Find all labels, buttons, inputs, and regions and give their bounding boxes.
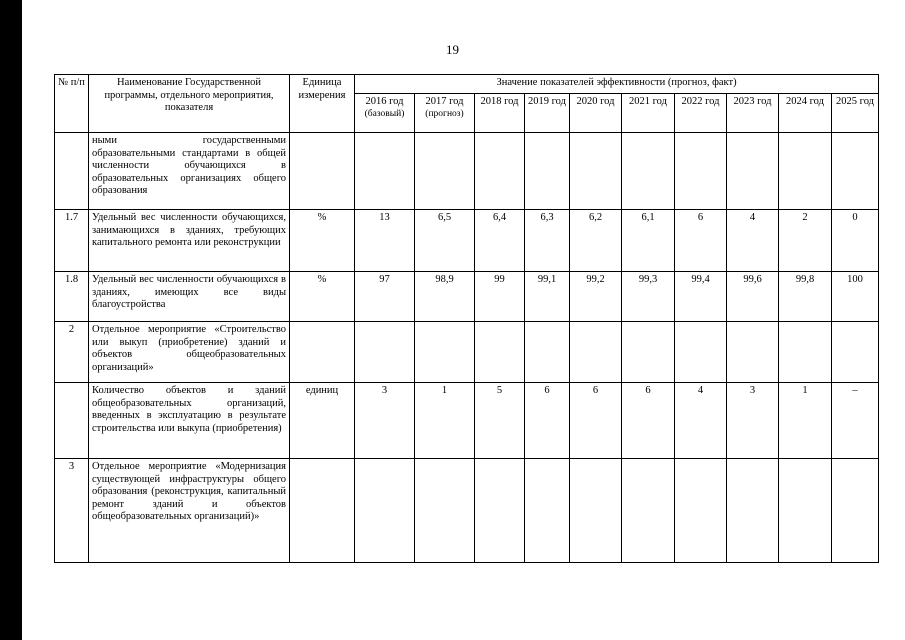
row-value [570,459,622,563]
header-year-label: 2017 год [425,96,464,107]
row-name: Отдельное мероприятие «Модернизация существующей инфраструктуры общего образования (реконструкция, капитальный ремонт зданий и объектов общеобразовательных организаций)» [89,459,290,563]
row-value [622,133,675,210]
row-value [355,322,415,383]
row-value [779,459,832,563]
header-unit: Единица измерения [290,75,355,133]
row-unit: % [290,210,355,272]
row-number [55,383,89,459]
row-value: 5 [475,383,525,459]
header-year-label: 2016 год [365,96,404,107]
row-value: 6 [525,383,570,459]
row-name: ными государственными образовательными стандартами в общей численности обучающихся в образовательных организациях общего образования [89,133,290,210]
row-value [622,459,675,563]
row-value: 3 [727,383,779,459]
indicators-table [54,74,879,563]
row-value [355,133,415,210]
row-value [779,133,832,210]
table-row [55,459,879,563]
row-value: 6,2 [570,210,622,272]
row-value: 99 [475,272,525,322]
row-value: 13 [355,210,415,272]
row-value [475,133,525,210]
row-value: 0 [832,210,879,272]
header-year-label: 2024 год [786,96,824,107]
row-name: Количество объектов и зданий общеобразовательных организаций, введенных в эксплуатацию в результате строительства или выкупа (приобретения) [89,383,290,459]
table-row [55,210,879,272]
row-value [727,459,779,563]
row-name: Удельный вес численности обучающихся, занимающихся в зданиях, требующих капитального ремонта или реконструкции [89,210,290,272]
header-year-label: 2021 год [629,96,667,107]
row-value [415,133,475,210]
header-year-label: 2025 год [836,96,875,107]
row-value: 100 [832,272,879,322]
row-value: 2 [779,210,832,272]
row-value [675,459,727,563]
table-body [55,133,879,563]
row-value: 98,9 [415,272,475,322]
row-value [525,322,570,383]
row-value: 99,6 [727,272,779,322]
table-row [55,133,879,210]
header-year [779,94,832,133]
row-value: 4 [727,210,779,272]
header-year [570,94,622,133]
header-year-label: 2019 год [528,96,566,107]
header-year-label: 2020 год [576,96,615,107]
row-unit [290,322,355,383]
row-value [570,133,622,210]
row-value [675,322,727,383]
header-year [832,94,879,133]
row-value: 99,1 [525,272,570,322]
header-year-note: (базовый) [364,108,405,119]
row-value: 99,4 [675,272,727,322]
header-year [355,94,415,133]
row-value: 6,1 [622,210,675,272]
header-year [525,94,570,133]
row-value: 1 [779,383,832,459]
row-value: 6,4 [475,210,525,272]
row-value: 6 [675,210,727,272]
row-value [415,459,475,563]
row-value: 1 [415,383,475,459]
header-num: № п/п [55,75,89,133]
row-value: 6 [622,383,675,459]
row-value [355,459,415,563]
header-year-label: 2023 год [733,96,772,107]
scan-edge-bar [0,0,22,640]
row-value: – [832,383,879,459]
row-value: 99,2 [570,272,622,322]
row-value [779,322,832,383]
row-value [832,459,879,563]
row-number: 1.7 [55,210,89,272]
row-number: 2 [55,322,89,383]
row-value: 6,5 [415,210,475,272]
row-value: 99,8 [779,272,832,322]
header-year [727,94,779,133]
row-value [832,133,879,210]
row-value [475,459,525,563]
row-value: 4 [675,383,727,459]
header-year-note: (прогноз) [425,108,464,119]
header-year [622,94,675,133]
row-number [55,133,89,210]
row-value [622,322,675,383]
row-unit [290,133,355,210]
header-year-label: 2022 год [681,96,720,107]
row-name: Удельный вес численности обучающихся в зданиях, имеющих все виды благоустройства [89,272,290,322]
header-year [675,94,727,133]
row-value [727,133,779,210]
header-year [415,94,475,133]
header-values-group: Значение показателей эффективности (прогноз, факт) [355,75,879,94]
row-value [675,133,727,210]
row-unit: % [290,272,355,322]
row-value [475,322,525,383]
row-value [570,322,622,383]
header-year [475,94,525,133]
row-value: 6,3 [525,210,570,272]
row-name: Отдельное мероприятие «Строительство или выкуп (приобретение) зданий и объектов общеобразовательных организаций» [89,322,290,383]
table-row [55,322,879,383]
row-number: 3 [55,459,89,563]
row-value [415,322,475,383]
row-value [832,322,879,383]
header-name: Наименование Государственной программы, отдельного мероприятия, показателя [89,75,290,133]
page-number: 19 [446,42,459,57]
table-row [55,272,879,322]
header-row-top [55,75,879,94]
row-value [525,459,570,563]
row-value: 6 [570,383,622,459]
row-value: 99,3 [622,272,675,322]
row-unit: единиц [290,383,355,459]
header-year-label: 2018 год [480,96,519,107]
row-value: 97 [355,272,415,322]
row-value [525,133,570,210]
row-unit [290,459,355,563]
row-number: 1.8 [55,272,89,322]
table-row [55,383,879,459]
row-value: 3 [355,383,415,459]
row-value [727,322,779,383]
